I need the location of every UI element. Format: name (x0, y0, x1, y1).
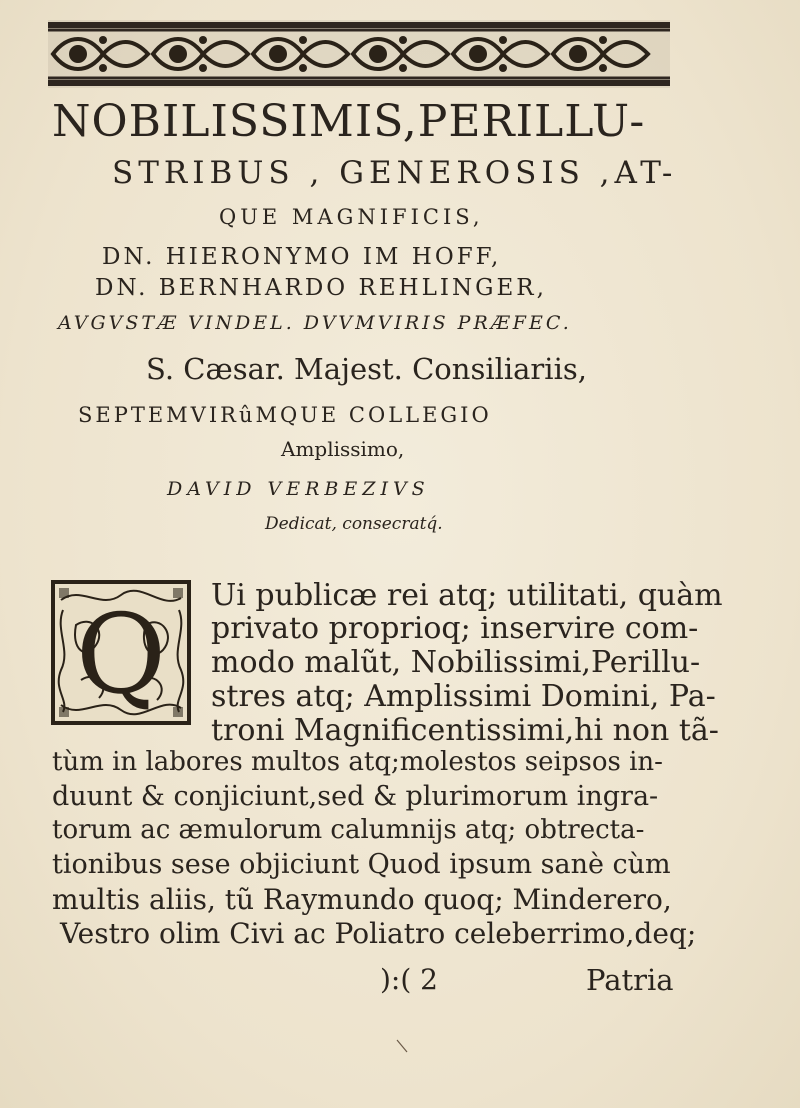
body-line-7: duunt & conjiciunt,sed & plurimorum ingra- (52, 781, 659, 812)
decorated-initial-icon (51, 580, 191, 725)
dedicatee-2: DN. BERNHARDO REHLINGER, (95, 275, 547, 301)
dedicatee-office: S. Cæsar. Majest. Consiliariis, (146, 352, 587, 386)
body-line-8: torum ac æmulorum calumnijs atq; obtrecta- (52, 815, 645, 845)
ink-mark-icon (395, 1038, 409, 1054)
dedication-line-3: QUE MAGNIFICIS, (219, 205, 484, 229)
author-name: DAVID VERBEZIVS (167, 478, 430, 500)
body-line-10: multis aliis, tũ Raymundo quoq; Minderero, (52, 883, 672, 916)
dedication-verb: Dedicat, consecratq́. (265, 514, 443, 534)
dedication-line-2: STRIBUS , GENEROSIS ,AT- (112, 155, 678, 191)
body-line-5: troni Magnificentissimi,hi non tã- (211, 713, 719, 748)
catchword: Patria (586, 963, 674, 997)
dedicatee-1: DN. HIERONYMO IM HOFF, (102, 244, 502, 270)
body-line-3: modo malũt, Nobilissimi,Perillu- (211, 645, 701, 680)
body-line-1: Ui publicæ rei atq; utilitati, quàm (211, 578, 723, 613)
college-epithet: Amplissimo, (281, 437, 405, 461)
dedicatee-titles: AVGVSTÆ VINDEL. DVVMVIRIS PRÆFEC. (58, 312, 572, 334)
body-line-6: tùm in labores multos atq;molestos seipsos in- (52, 747, 663, 777)
college-line: SEPTEMVIRûMQUE COLLEGIO (78, 403, 492, 427)
dedication-line-1: NOBILISSIMIS,PERILLU- (52, 96, 646, 147)
body-line-9: tionibus sese objiciunt Quod ipsum sanè cùm (52, 849, 671, 880)
woodcut-headpiece-icon (48, 20, 670, 88)
body-line-2: privato proprioq; inservire com- (211, 611, 699, 646)
body-line-11: Vestro olim Civi ac Poliatro celeberrimo,deq; (60, 917, 697, 950)
dropcap-letter: Q (75, 590, 167, 718)
signature-mark: ):( 2 (380, 963, 438, 996)
body-line-4: stres atq; Amplissimi Domini, Pa- (211, 679, 716, 714)
